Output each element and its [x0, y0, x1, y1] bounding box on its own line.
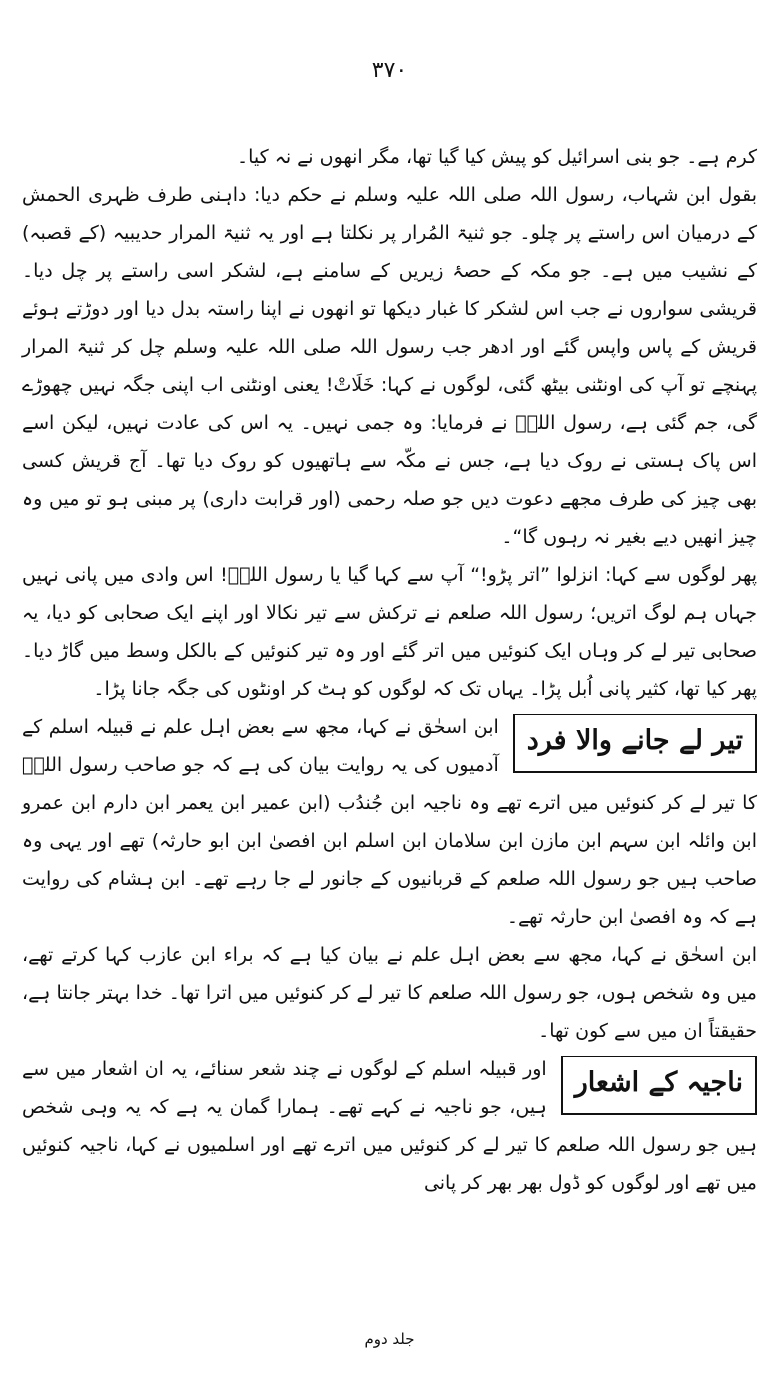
paragraph-2: بقول ابن شہاب، رسول اللہ صلی اللہ علیہ وسلم نے حکم دیا: داہنی طرف ظہری الحمش کے درمیان اس راستے پر چلو۔ جو ثنیۃ المُرار پر نکلتا ہے اور یہ ثنیۃ المرار حدیبیہ (کے قصبہ) کے نشیب میں ہے۔ جو مکہ کے حصۂ زیریں کے سامنے ہے، لشکر اسی راستے پر چل دیا۔ قریشی سواروں نے جب اس لشکر کا غبار دیکھا تو انھوں نے اپنا راستہ بدل دیا اور دوڑتے ہوئے قریش کے پاس واپس گئے اور ادھر جب رسول اللہ صلی اللہ علیہ وسلم چل کر ثنیۃ المرار پہنچے تو آپ کی اونٹنی بیٹھ گئی، لوگوں نے کہا: خَلَاتْ! یعنی اونٹنی اب اپنی جگہ نہیں چھوڑے گی، جم گئی ہے، رسول اللہؐ نے فرمایا: وہ جمی نہیں۔ یہ اس کی عادت نہیں، لیکن اسے اس پاک ہستی نے روک دیا ہے، جس نے مکّہ سے ہاتھیوں کو روک دیا تھا۔ آج قریش کسی بھی چیز کی طرف مجھے دعوت دیں جو صلہ رحمی (اور قرابت داری) پر مبنی ہو تو میں وہ چیز انھیں دیے بغیر نہ رہوں گا“۔	[22, 184, 757, 548]
paragraph-3: پھر لوگوں سے کہا: انزلوا ”اتر پڑو!“ آپ سے کہا گیا یا رسول اللہؐ! اس وادی میں پانی نہیں جہاں ہم لوگ اتریں؛ رسول اللہ صلعم نے ترکش سے تیر نکالا اور اپنے ایک صحابی کو دیا، یہ صحابی تیر لے کر وہاں ایک کنوئیں میں اتر گئے اور وہ تیر کنوئیں کے بالکل وسط میں گاڑ دیا۔ پھر کیا تھا، کثیر پانی اُبل پڑا۔ یہاں تک کہ لوگوں کو ہٹ کر اونٹوں کی جگہ جانا پڑا۔	[22, 564, 757, 700]
body-text	[22, 138, 757, 1202]
paragraph-6: اور قبیلہ اسلم کے لوگوں نے چند شعر سنائے، یہ ان اشعار میں سے ہیں، جو ناجیہ نے کہے تھے۔ ہمارا گمان یہ ہے کہ یہ وہی شخص ہیں جو رسول اللہ صلعم کا تیر لے کر کنوئیں میں اترے تھے اور اسلمیوں نے کہا، ناجیہ کنوئیں میں تھے اور لوگوں کو ڈول بھر بھر کر پانی	[22, 1058, 757, 1194]
side-heading-najiya-poems: ناجیہ کے اشعار	[561, 1056, 757, 1115]
volume-footer: جلد دوم	[364, 1330, 415, 1348]
side-heading-arrow-bearer: تیر لے جانے والا فرد	[513, 714, 757, 773]
page-number: ۳۷۰	[371, 58, 408, 83]
paragraph-4: ابن اسحٰق نے کہا، مجھ سے بعض اہل علم نے قبیلہ اسلم کے آدمیوں کی یہ روایت بیان کی ہے کہ جو صاحب رسول اللہؐ کا تیر لے کر کنوئیں میں اترے تھے وہ ناجیہ ابن جُندُب (ابن عمیر ابن یعمر ابن دارم ابن عمرو ابن وائلہ ابن سہم ابن مازن ابن سلامان ابن اسلم ابن افصیٰ ابن ابو حارثہ) تھے اور یہی وہ صاحب ہیں جو رسول اللہ صلعم کے قربانیوں کے جانور لے جا رہے تھے۔ ابن ہشام کی روایت ہے کہ وہ افصیٰ ابن حارثہ تھے۔	[22, 716, 757, 928]
paragraph-1: کرم ہے۔ جو بنی اسرائیل کو پیش کیا گیا تھا، مگر انھوں نے نہ کیا۔	[236, 146, 757, 168]
paragraph-5: ابن اسحٰق نے کہا، مجھ سے بعض اہل علم نے بیان کیا ہے کہ براء ابن عازب کہا کرتے تھے، میں وہ شخص ہوں، جو رسول اللہ صلعم کا تیر لے کر کنوئیں میں اترا تھا۔ خدا بہتر جانتا ہے، حقیقتاً ان میں سے کون تھا۔	[22, 944, 757, 1042]
